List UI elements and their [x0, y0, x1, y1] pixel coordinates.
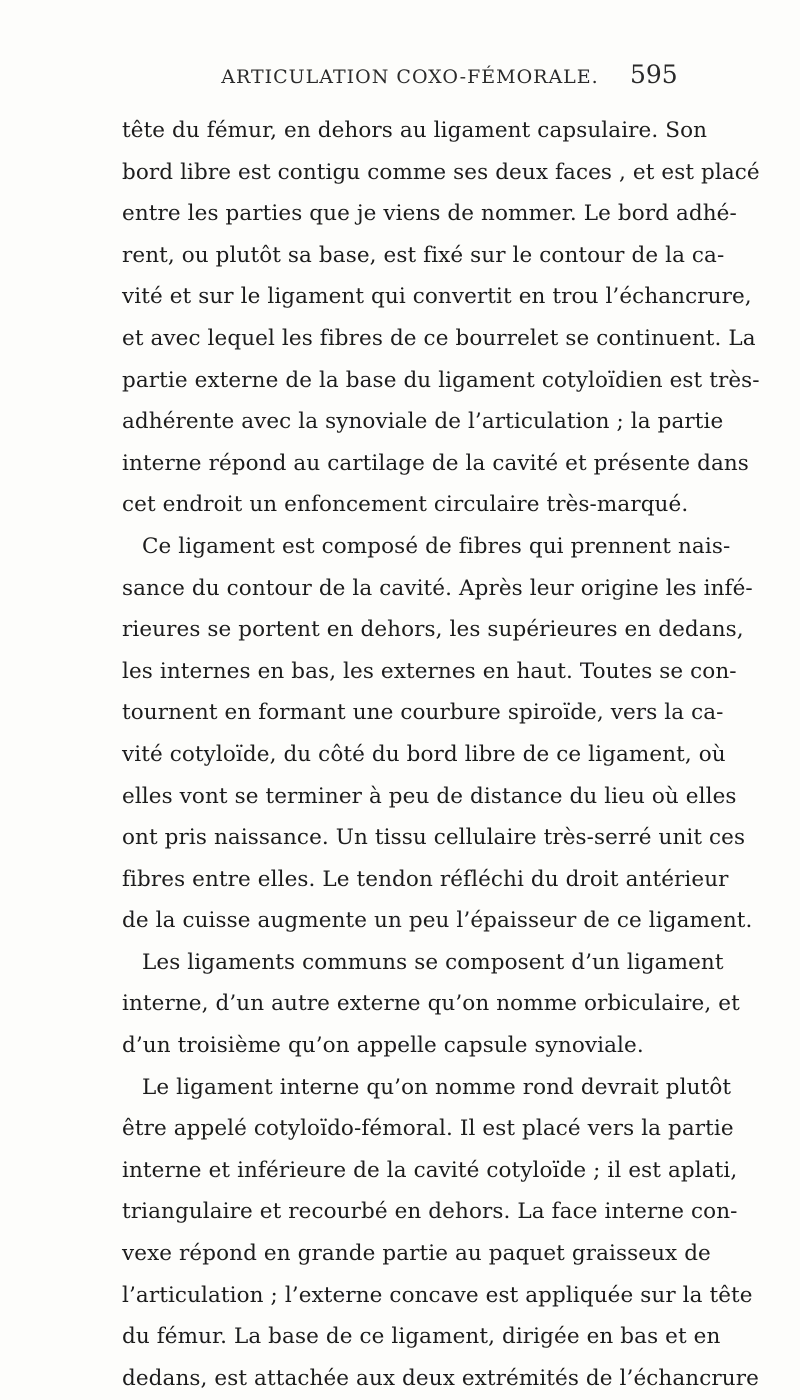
text-line: d’un troisième qu’on appelle capsule synoviale. [122, 1033, 644, 1059]
running-title: ARTICULATION COXO-FÉMORALE. [221, 66, 599, 88]
text-line: interne répond au cartilage de la cavité et présente dans [122, 450, 749, 476]
text-line: elles vont se terminer à peu de distance du lieu où elles [122, 783, 737, 809]
text-line: sance du contour de la cavité. Après leur origine les infé- [122, 575, 753, 601]
body-text [122, 110, 760, 1399]
text-line: cet endroit un enfoncement circulaire très-marqué. [122, 492, 689, 518]
text-line: vité et sur le ligament qui convertit en trou l’échancrure, [122, 284, 752, 310]
text-line: Le ligament interne qu’on nomme rond devrait plutôt [142, 1074, 732, 1100]
text-line: vexe répond en grande partie au paquet graisseux de [122, 1241, 711, 1267]
text-line: ont pris naissance. Un tissu cellulaire très-serré unit ces [122, 825, 746, 851]
text-line: l’articulation ; l’externe concave est appliquée sur la tête [122, 1282, 753, 1308]
text-line: adhérente avec la synoviale de l’articulation ; la partie [122, 409, 724, 435]
text-line: entre les parties que je viens de nommer. Le bord adhé- [122, 201, 737, 227]
text-line: tête du fémur, en dehors au ligament capsulaire. Son [122, 118, 708, 143]
text-line: interne et inférieure de la cavité cotyloïde ; il est aplati, [122, 1157, 738, 1183]
text-line: partie externe de la base du ligament cotyloïdien est très- [122, 367, 760, 393]
text-line: Les ligaments communs se composent d’un ligament [142, 949, 724, 975]
text-line: rieures se portent en dehors, les supérieures en dedans, [122, 617, 744, 643]
text-line: interne, d’un autre externe qu’on nomme orbiculaire, et [122, 991, 740, 1017]
text-line: et avec lequel les fibres de ce bourrelet se continuent. La [122, 325, 756, 351]
page-number: 595 [630, 60, 678, 89]
text-line: du fémur. La base de ce ligament, dirigée en bas et en [122, 1324, 721, 1350]
text-line: dedans, est attachée aux deux extrémités de l’échancrure [122, 1365, 759, 1391]
text-line: tournent en formant une courbure spiroïde, vers la ca- [122, 700, 724, 726]
text-line: bord libre est contigu comme ses deux faces , et est placé [122, 159, 760, 185]
text-line: fibres entre elles. Le tendon réfléchi du droit antérieur [122, 866, 729, 892]
text-line: Ce ligament est composé de fibres qui prennent nais- [142, 533, 731, 559]
text-line: être appelé cotyloïdo-fémoral. Il est placé vers la partie [122, 1116, 734, 1142]
text-line: vité cotyloïde, du côté du bord libre de ce ligament, où [122, 741, 726, 767]
text-line: de la cuisse augmente un peu l’épaisseur de ce ligament. [122, 908, 753, 934]
text-line: triangulaire et recourbé en dehors. La face interne con- [122, 1199, 738, 1225]
text-line: les internes en bas, les externes en haut. Toutes se con- [122, 658, 737, 684]
text-line: rent, ou plutôt sa base, est fixé sur le contour de la ca- [122, 242, 725, 268]
